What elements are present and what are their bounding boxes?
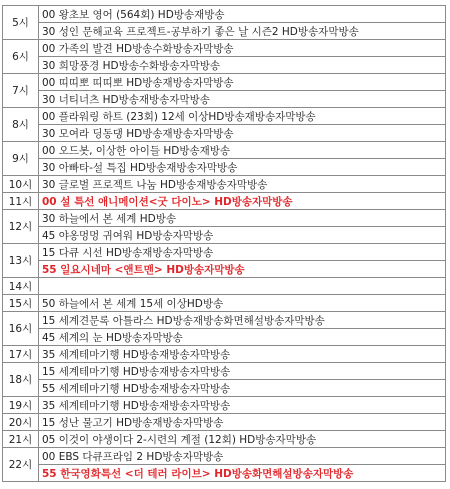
program-cell: 00 왕초보 영어 (564회) HD방송재방송	[39, 6, 446, 23]
hour-cell: 21시	[3, 431, 39, 448]
program-cell: 00 띠띠뽀 띠띠뽀 HD방송재방송자막방송	[39, 74, 446, 91]
program-cell: 15 세계견문록 아틀라스 HD방송재방송화면해설방송자막방송	[39, 312, 446, 329]
schedule-row	[3, 261, 446, 278]
schedule-row	[3, 142, 446, 159]
program-cell: 30 글로벌 프로젝트 나눔 HD방송재방송자막방송	[39, 176, 446, 193]
program-cell: 55 세계테마기행 HD방송재방송자막방송	[39, 380, 446, 397]
schedule-row	[3, 193, 446, 210]
program-cell: 30 희망풍경 HD방송수화방송자막방송	[39, 57, 446, 74]
hour-cell: 17시	[3, 346, 39, 363]
hour-cell: 10시	[3, 176, 39, 193]
program-cell: 30 하늘에서 본 세계 HD방송	[39, 210, 446, 227]
program-cell: 45 세계의 눈 HD방송자막방송	[39, 329, 446, 346]
schedule-row	[3, 23, 446, 40]
schedule-row	[3, 108, 446, 125]
schedule-row	[3, 278, 446, 295]
program-cell	[39, 278, 446, 295]
program-cell: 15 세계테마기행 HD방송재방송자막방송	[39, 363, 446, 380]
hour-cell: 8시	[3, 108, 39, 142]
schedule-row	[3, 159, 446, 176]
hour-cell: 22시	[3, 448, 39, 482]
schedule-row	[3, 6, 446, 23]
hour-cell: 18시	[3, 363, 39, 397]
schedule-row	[3, 465, 446, 482]
hour-cell: 12시	[3, 210, 39, 244]
schedule-row	[3, 363, 446, 380]
schedule-row	[3, 431, 446, 448]
schedule-row	[3, 227, 446, 244]
broadcast-schedule-table	[2, 5, 446, 482]
program-cell: 00 EBS 다큐프라임 2 HD방송자막방송	[39, 448, 446, 465]
hour-cell: 19시	[3, 397, 39, 414]
program-cell: 30 아빠타-설 특집 HD방송재방송자막방송	[39, 159, 446, 176]
program-cell: 30 모여라 딩동댕 HD방송재방송자막방송	[39, 125, 446, 142]
program-cell: 35 세계테마기행 HD방송재방송자막방송	[39, 397, 446, 414]
schedule-body	[3, 6, 446, 482]
program-cell-featured: 55 일요시네마 <앤트맨> HD방송자막방송	[39, 261, 446, 278]
hour-cell: 7시	[3, 74, 39, 108]
program-cell-featured: 00 설 특선 애니메이션<굿 다이노> HD방송자막방송	[39, 193, 446, 210]
program-cell: 00 플라워링 하트 (23회) 12세 이상HD방송재방송자막방송	[39, 108, 446, 125]
program-cell: 35 세계테마기행 HD방송재방송자막방송	[39, 346, 446, 363]
hour-cell: 11시	[3, 193, 39, 210]
schedule-row	[3, 346, 446, 363]
program-cell: 15 성난 물고기 HD방송재방송자막방송	[39, 414, 446, 431]
program-cell: 00 오드봇, 이상한 아이들 HD방송재방송	[39, 142, 446, 159]
program-cell: 30 너티너츠 HD방송재방송자막방송	[39, 91, 446, 108]
schedule-row	[3, 91, 446, 108]
program-cell: 50 하늘에서 본 세계 15세 이상HD방송	[39, 295, 446, 312]
program-cell: 30 성인 문해교육 프로젝트-공부하기 좋은 날 시즌2 HD방송자막방송	[39, 23, 446, 40]
program-cell: 05 이것이 야생이다 2-시련의 계절 (12회) HD방송자막방송	[39, 431, 446, 448]
schedule-row	[3, 176, 446, 193]
program-cell: 00 가족의 발견 HD방송수화방송자막방송	[39, 40, 446, 57]
schedule-row	[3, 329, 446, 346]
schedule-row	[3, 57, 446, 74]
schedule-row	[3, 125, 446, 142]
schedule-row	[3, 414, 446, 431]
hour-cell: 13시	[3, 244, 39, 278]
schedule-row	[3, 74, 446, 91]
hour-cell: 14시	[3, 278, 39, 295]
hour-cell: 20시	[3, 414, 39, 431]
hour-cell: 15시	[3, 295, 39, 312]
schedule-row	[3, 295, 446, 312]
program-cell-featured: 55 한국영화특선 <더 테러 라이브> HD방송화면해설방송자막방송	[39, 465, 446, 482]
hour-cell: 6시	[3, 40, 39, 74]
program-cell: 45 야옹멍멍 귀여워 HD방송자막방송	[39, 227, 446, 244]
schedule-row	[3, 397, 446, 414]
hour-cell: 5시	[3, 6, 39, 40]
schedule-row	[3, 40, 446, 57]
hour-cell: 9시	[3, 142, 39, 176]
program-cell: 15 다큐 시선 HD방송재방송자막방송	[39, 244, 446, 261]
schedule-row	[3, 312, 446, 329]
hour-cell: 16시	[3, 312, 39, 346]
schedule-row	[3, 210, 446, 227]
schedule-row	[3, 448, 446, 465]
schedule-row	[3, 244, 446, 261]
schedule-row	[3, 380, 446, 397]
